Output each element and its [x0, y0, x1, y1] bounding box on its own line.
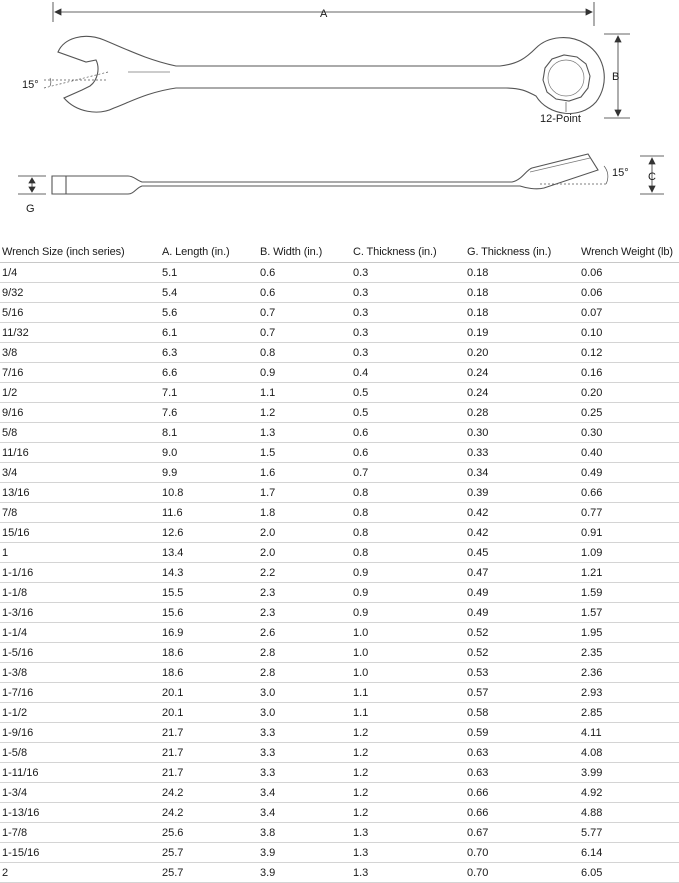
- cell-weight: 0.16: [579, 363, 679, 383]
- cell-c-thickness: 0.9: [351, 583, 465, 603]
- cell-length: 6.6: [160, 363, 258, 383]
- table-row: [0, 863, 679, 883]
- table-row: [0, 423, 679, 443]
- cell-weight: 0.12: [579, 343, 679, 363]
- cell-weight: 4.88: [579, 803, 679, 823]
- cell-g-thickness: 0.18: [465, 263, 579, 283]
- table-row: [0, 723, 679, 743]
- cell-length: 21.7: [160, 723, 258, 743]
- cell-size: 1-7/16: [0, 683, 160, 703]
- cell-g-thickness: 0.19: [465, 323, 579, 343]
- cell-width: 1.6: [258, 463, 351, 483]
- cell-size: 3/4: [0, 463, 160, 483]
- cell-c-thickness: 1.3: [351, 863, 465, 883]
- cell-length: 13.4: [160, 543, 258, 563]
- cell-c-thickness: 0.4: [351, 363, 465, 383]
- cell-weight: 2.36: [579, 663, 679, 683]
- cell-width: 3.0: [258, 683, 351, 703]
- cell-width: 1.1: [258, 383, 351, 403]
- cell-g-thickness: 0.63: [465, 743, 579, 763]
- cell-length: 9.9: [160, 463, 258, 483]
- cell-size: 1-1/2: [0, 703, 160, 723]
- cell-c-thickness: 0.9: [351, 563, 465, 583]
- header-c-thickness: C. Thickness (in.): [351, 242, 465, 263]
- cell-size: 5/8: [0, 423, 160, 443]
- cell-size: 1-7/8: [0, 823, 160, 843]
- header-width: B. Width (in.): [258, 242, 351, 263]
- cell-weight: 1.57: [579, 603, 679, 623]
- cell-length: 8.1: [160, 423, 258, 443]
- cell-c-thickness: 1.2: [351, 743, 465, 763]
- table-row: [0, 303, 679, 323]
- cell-c-thickness: 1.1: [351, 703, 465, 723]
- cell-g-thickness: 0.70: [465, 843, 579, 863]
- cell-weight: 2.85: [579, 703, 679, 723]
- cell-width: 0.8: [258, 343, 351, 363]
- cell-weight: 4.92: [579, 783, 679, 803]
- table-body: [0, 263, 679, 883]
- cell-c-thickness: 1.3: [351, 823, 465, 843]
- table-row: [0, 363, 679, 383]
- cell-width: 0.9: [258, 363, 351, 383]
- cell-length: 11.6: [160, 503, 258, 523]
- cell-g-thickness: 0.47: [465, 563, 579, 583]
- header-wrench-size: Wrench Size (inch series): [0, 242, 160, 263]
- wrench-top-view: [58, 36, 604, 113]
- header-g-thickness: G. Thickness (in.): [465, 242, 579, 263]
- cell-length: 16.9: [160, 623, 258, 643]
- cell-size: 1-3/4: [0, 783, 160, 803]
- cell-weight: 0.40: [579, 443, 679, 463]
- cell-length: 5.1: [160, 263, 258, 283]
- cell-c-thickness: 0.5: [351, 383, 465, 403]
- cell-width: 2.3: [258, 603, 351, 623]
- cell-size: 1-5/8: [0, 743, 160, 763]
- cell-g-thickness: 0.33: [465, 443, 579, 463]
- table-row: [0, 263, 679, 283]
- cell-weight: 0.20: [579, 383, 679, 403]
- cell-weight: 1.21: [579, 563, 679, 583]
- cell-weight: 0.06: [579, 263, 679, 283]
- dimension-g: [18, 176, 46, 194]
- cell-weight: 1.09: [579, 543, 679, 563]
- table-row: [0, 343, 679, 363]
- cell-c-thickness: 0.6: [351, 423, 465, 443]
- cell-c-thickness: 0.8: [351, 523, 465, 543]
- cell-size: 1-1/4: [0, 623, 160, 643]
- cell-weight: 0.49: [579, 463, 679, 483]
- cell-g-thickness: 0.66: [465, 803, 579, 823]
- cell-weight: 4.08: [579, 743, 679, 763]
- cell-g-thickness: 0.39: [465, 483, 579, 503]
- cell-c-thickness: 0.3: [351, 263, 465, 283]
- label-c: C: [648, 171, 656, 183]
- cell-c-thickness: 1.0: [351, 643, 465, 663]
- table-row: [0, 523, 679, 543]
- cell-size: 1: [0, 543, 160, 563]
- table-row: [0, 543, 679, 563]
- cell-weight: 3.99: [579, 763, 679, 783]
- cell-length: 15.6: [160, 603, 258, 623]
- cell-size: 9/32: [0, 283, 160, 303]
- cell-length: 18.6: [160, 663, 258, 683]
- cell-size: 1-13/16: [0, 803, 160, 823]
- cell-size: 11/32: [0, 323, 160, 343]
- cell-width: 3.0: [258, 703, 351, 723]
- cell-size: 15/16: [0, 523, 160, 543]
- cell-length: 18.6: [160, 643, 258, 663]
- cell-size: 1-3/16: [0, 603, 160, 623]
- table-row: [0, 563, 679, 583]
- cell-g-thickness: 0.24: [465, 363, 579, 383]
- cell-weight: 0.25: [579, 403, 679, 423]
- cell-g-thickness: 0.18: [465, 283, 579, 303]
- table-row: [0, 663, 679, 683]
- cell-length: 21.7: [160, 743, 258, 763]
- cell-size: 1/2: [0, 383, 160, 403]
- cell-g-thickness: 0.53: [465, 663, 579, 683]
- cell-c-thickness: 0.3: [351, 303, 465, 323]
- cell-weight: 0.10: [579, 323, 679, 343]
- cell-width: 3.3: [258, 763, 351, 783]
- cell-g-thickness: 0.70: [465, 863, 579, 883]
- cell-length: 9.0: [160, 443, 258, 463]
- cell-width: 0.6: [258, 283, 351, 303]
- cell-width: 1.5: [258, 443, 351, 463]
- cell-size: 1-9/16: [0, 723, 160, 743]
- table-row: [0, 803, 679, 823]
- cell-weight: 2.35: [579, 643, 679, 663]
- cell-c-thickness: 1.3: [351, 843, 465, 863]
- cell-length: 25.7: [160, 863, 258, 883]
- cell-length: 20.1: [160, 683, 258, 703]
- header-row: [0, 242, 679, 263]
- table-row: [0, 683, 679, 703]
- cell-c-thickness: 1.2: [351, 803, 465, 823]
- cell-size: 9/16: [0, 403, 160, 423]
- cell-length: 5.4: [160, 283, 258, 303]
- cell-size: 1-1/8: [0, 583, 160, 603]
- label-b: B: [612, 71, 620, 83]
- cell-weight: 6.14: [579, 843, 679, 863]
- cell-width: 2.3: [258, 583, 351, 603]
- cell-length: 14.3: [160, 563, 258, 583]
- cell-length: 6.3: [160, 343, 258, 363]
- wrench-dimension-diagram: [0, 0, 679, 236]
- cell-length: 21.7: [160, 763, 258, 783]
- label-g: G: [26, 203, 35, 215]
- cell-c-thickness: 0.7: [351, 463, 465, 483]
- cell-c-thickness: 1.0: [351, 663, 465, 683]
- cell-c-thickness: 0.5: [351, 403, 465, 423]
- cell-width: 3.9: [258, 843, 351, 863]
- cell-c-thickness: 0.3: [351, 283, 465, 303]
- cell-length: 7.1: [160, 383, 258, 403]
- cell-size: 1/4: [0, 263, 160, 283]
- cell-width: 0.7: [258, 303, 351, 323]
- table-row: [0, 843, 679, 863]
- cell-width: 1.2: [258, 403, 351, 423]
- table-header: [0, 242, 679, 263]
- cell-g-thickness: 0.49: [465, 603, 579, 623]
- cell-size: 2: [0, 863, 160, 883]
- cell-g-thickness: 0.66: [465, 783, 579, 803]
- cell-g-thickness: 0.42: [465, 503, 579, 523]
- table-row: [0, 403, 679, 423]
- cell-c-thickness: 1.0: [351, 623, 465, 643]
- cell-width: 2.2: [258, 563, 351, 583]
- cell-c-thickness: 1.2: [351, 723, 465, 743]
- cell-weight: 2.93: [579, 683, 679, 703]
- cell-width: 1.8: [258, 503, 351, 523]
- cell-size: 11/16: [0, 443, 160, 463]
- cell-size: 1-11/16: [0, 763, 160, 783]
- cell-size: 1-5/16: [0, 643, 160, 663]
- cell-g-thickness: 0.59: [465, 723, 579, 743]
- wrench-side-view: [52, 154, 598, 194]
- cell-length: 25.6: [160, 823, 258, 843]
- cell-g-thickness: 0.30: [465, 423, 579, 443]
- cell-size: 1-15/16: [0, 843, 160, 863]
- cell-length: 24.2: [160, 803, 258, 823]
- cell-g-thickness: 0.28: [465, 403, 579, 423]
- cell-weight: 0.07: [579, 303, 679, 323]
- cell-g-thickness: 0.42: [465, 523, 579, 543]
- cell-weight: 0.66: [579, 483, 679, 503]
- cell-length: 24.2: [160, 783, 258, 803]
- cell-weight: 0.77: [579, 503, 679, 523]
- table-row: [0, 623, 679, 643]
- table-row: [0, 583, 679, 603]
- cell-width: 3.8: [258, 823, 351, 843]
- cell-length: 20.1: [160, 703, 258, 723]
- header-weight: Wrench Weight (lb): [579, 242, 679, 263]
- cell-size: 1-1/16: [0, 563, 160, 583]
- cell-c-thickness: 0.8: [351, 543, 465, 563]
- table-row: [0, 783, 679, 803]
- cell-size: 3/8: [0, 343, 160, 363]
- cell-g-thickness: 0.18: [465, 303, 579, 323]
- cell-weight: 6.05: [579, 863, 679, 883]
- cell-weight: 4.11: [579, 723, 679, 743]
- cell-width: 3.4: [258, 803, 351, 823]
- table-row: [0, 763, 679, 783]
- cell-weight: 0.91: [579, 523, 679, 543]
- cell-g-thickness: 0.52: [465, 623, 579, 643]
- cell-g-thickness: 0.58: [465, 703, 579, 723]
- cell-g-thickness: 0.24: [465, 383, 579, 403]
- cell-width: 2.8: [258, 643, 351, 663]
- cell-width: 3.9: [258, 863, 351, 883]
- header-length: A. Length (in.): [160, 242, 258, 263]
- cell-g-thickness: 0.20: [465, 343, 579, 363]
- twelve-point-label: 12-Point: [540, 113, 581, 125]
- cell-width: 2.0: [258, 523, 351, 543]
- cell-size: 5/16: [0, 303, 160, 323]
- table-row: [0, 503, 679, 523]
- cell-weight: 0.30: [579, 423, 679, 443]
- cell-length: 5.6: [160, 303, 258, 323]
- cell-length: 10.8: [160, 483, 258, 503]
- table-row: [0, 603, 679, 623]
- cell-width: 0.7: [258, 323, 351, 343]
- cell-g-thickness: 0.57: [465, 683, 579, 703]
- cell-width: 3.3: [258, 743, 351, 763]
- cell-c-thickness: 0.6: [351, 443, 465, 463]
- cell-g-thickness: 0.49: [465, 583, 579, 603]
- table-row: [0, 703, 679, 723]
- cell-length: 25.7: [160, 843, 258, 863]
- cell-weight: 1.59: [579, 583, 679, 603]
- cell-length: 15.5: [160, 583, 258, 603]
- cell-size: 7/8: [0, 503, 160, 523]
- table-row: [0, 743, 679, 763]
- table-row: [0, 323, 679, 343]
- cell-g-thickness: 0.63: [465, 763, 579, 783]
- angle-label-top: 15°: [22, 79, 39, 91]
- cell-c-thickness: 0.3: [351, 343, 465, 363]
- cell-g-thickness: 0.67: [465, 823, 579, 843]
- cell-c-thickness: 0.3: [351, 323, 465, 343]
- cell-width: 1.7: [258, 483, 351, 503]
- cell-width: 2.6: [258, 623, 351, 643]
- table-row: [0, 463, 679, 483]
- cell-width: 2.8: [258, 663, 351, 683]
- cell-width: 3.3: [258, 723, 351, 743]
- cell-width: 1.3: [258, 423, 351, 443]
- cell-g-thickness: 0.34: [465, 463, 579, 483]
- cell-c-thickness: 1.2: [351, 763, 465, 783]
- cell-c-thickness: 0.8: [351, 503, 465, 523]
- cell-width: 0.6: [258, 263, 351, 283]
- cell-length: 12.6: [160, 523, 258, 543]
- cell-width: 3.4: [258, 783, 351, 803]
- table-row: [0, 443, 679, 463]
- cell-size: 1-3/8: [0, 663, 160, 683]
- angle-label-side: 15°: [612, 167, 629, 179]
- table-row: [0, 283, 679, 303]
- cell-weight: 1.95: [579, 623, 679, 643]
- cell-c-thickness: 0.9: [351, 603, 465, 623]
- table-row: [0, 643, 679, 663]
- table-row: [0, 383, 679, 403]
- cell-c-thickness: 1.1: [351, 683, 465, 703]
- cell-length: 7.6: [160, 403, 258, 423]
- cell-g-thickness: 0.52: [465, 643, 579, 663]
- cell-g-thickness: 0.45: [465, 543, 579, 563]
- table-row: [0, 823, 679, 843]
- table-row: [0, 483, 679, 503]
- cell-length: 6.1: [160, 323, 258, 343]
- cell-c-thickness: 1.2: [351, 783, 465, 803]
- cell-weight: 5.77: [579, 823, 679, 843]
- cell-width: 2.0: [258, 543, 351, 563]
- cell-c-thickness: 0.8: [351, 483, 465, 503]
- cell-size: 13/16: [0, 483, 160, 503]
- wrench-spec-table: [0, 242, 679, 883]
- cell-size: 7/16: [0, 363, 160, 383]
- label-a: A: [320, 8, 328, 20]
- cell-weight: 0.06: [579, 283, 679, 303]
